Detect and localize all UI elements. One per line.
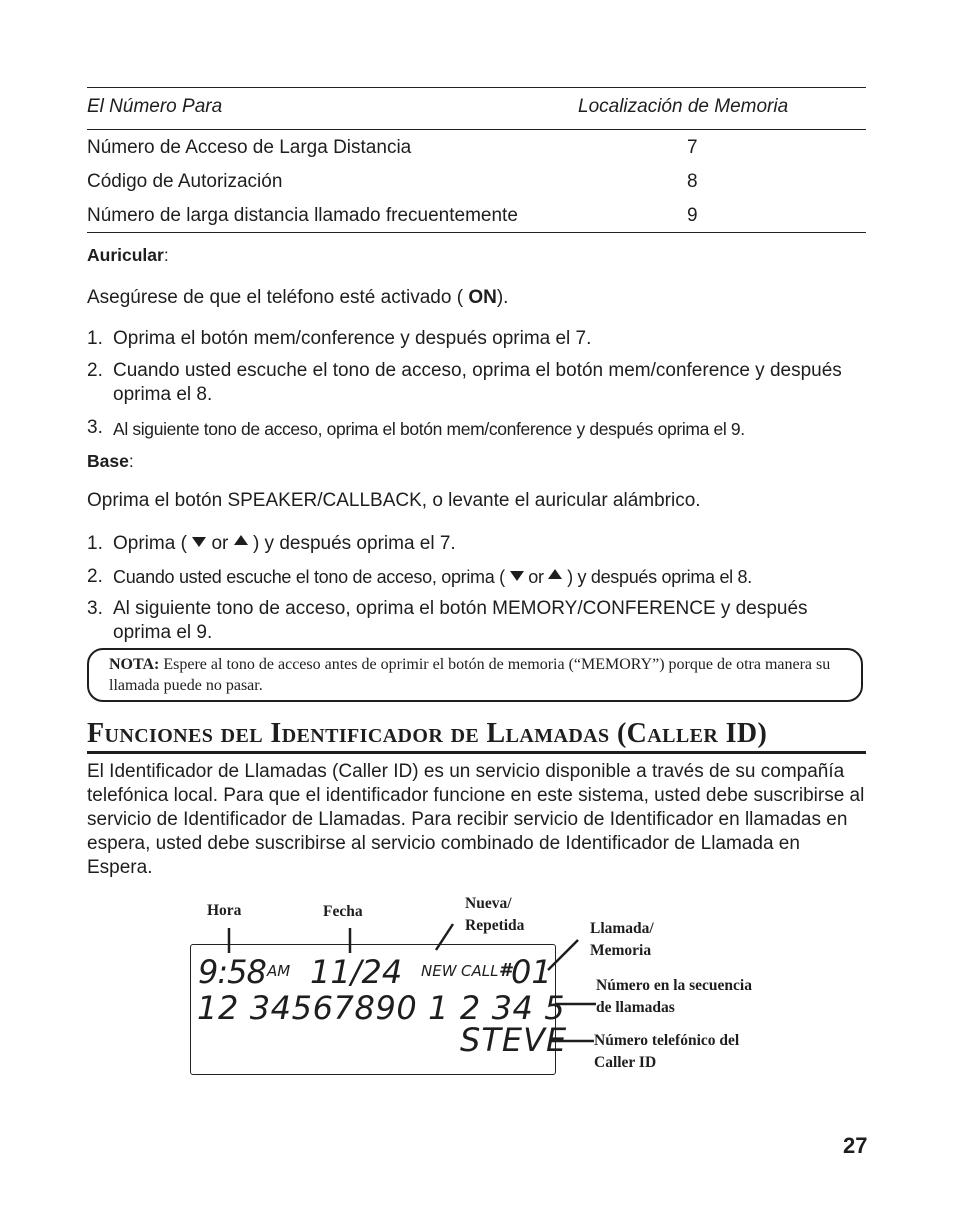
label-nueva-line2: Repetida [465,917,525,934]
display-name: STEVE [460,1021,568,1059]
list-item-number: 2. [87,360,103,381]
on-label: ON [468,287,497,308]
note-label: NOTA: [109,656,160,673]
label-fecha: Fecha [323,903,363,920]
list-item-text: Cuando usted escuche el tono de acceso, oprima el botón mem/conference y después oprima el 8. [113,360,842,405]
label-hora: Hora [207,902,242,919]
label-nueva [465,893,524,937]
auricular-intro-before: Asegúrese de que el teléfono esté activado ( [87,287,469,308]
table-row-label: Número de Acceso de Larga Distancia [87,137,412,158]
step-text-before: Cuando usted escuche el tono de acceso, oprima ( [113,567,505,587]
base-heading-text: Base [87,451,129,471]
table-header-number: El Número Para [87,96,223,117]
page-number: 27 [843,1133,868,1158]
label-telefonico-line2: Caller ID [594,1054,657,1071]
list-item-number: 2. [87,566,103,587]
list-item-text: Al siguiente tono de acceso, oprima el botón mem/conference y después oprima el 9. [113,419,745,439]
display-call-number: 01 [511,953,552,991]
base-heading-colon: : [128,451,134,471]
label-llamada-line1: Llamada/ [590,920,654,937]
or-text: or [211,533,229,554]
display-new: NEW [421,962,457,980]
label-llamada-line2: Memoria [590,942,652,959]
display-time: 9:58 [198,953,266,991]
table-row-value: 7 [687,137,698,158]
display-ampm: AM [267,962,291,980]
display-phone-number: 12 34567890 1 2 34 5 [197,989,566,1027]
table-row-label: Número de larga distancia llamado frecuentemente [87,205,518,226]
section-heading: Funciones del Identificador de Llamadas (Caller ID) [87,718,768,749]
list-item-text: Oprima el botón mem/conference y después oprima el 7. [113,328,592,349]
label-secuencia-line1: Número en la secuencia [596,977,752,994]
auricular-heading-text: Auricular [87,245,164,265]
display-hash: # [499,960,515,981]
step-text-after: ) y después oprima el 8. [567,567,752,587]
table-row-value: 8 [687,171,698,192]
label-secuencia-line2: de llamadas [596,999,675,1016]
llamada-pointer [548,940,578,970]
step-text-after: ) y después oprima el 7. [252,533,456,554]
list-item-number: 3. [87,417,103,438]
label-telefonico [594,1030,739,1074]
display-date: 11/24 [310,953,403,991]
label-nueva-line1: Nueva/ [465,895,512,912]
list-item-number: 1. [87,328,103,349]
step-text-before: Oprima ( [113,533,187,554]
base-intro: Oprima el botón SPEAKER/CALLBACK, o levante el auricular alámbrico. [87,490,701,511]
table-row-value: 9 [687,205,698,226]
list-item-number: 3. [87,598,103,619]
nueva-pointer [436,924,453,950]
label-telefonico-line1: Número telefónico del [594,1032,740,1049]
or-text: or [528,567,544,587]
note-body: Espere al tono de acceso antes de oprimir el botón de memoria (“MEMORY”) porque de otra manera su llamada puede no pasar. [109,656,831,694]
list-item-text: Al siguiente tono de acceso, oprima el botón MEMORY/CONFERENCE y después oprima el 9. [113,598,808,643]
table-header-memory: Localización de Memoria [578,96,789,117]
table-row-label: Código de Autorización [87,171,283,192]
auricular-heading-colon: : [163,245,169,265]
list-item-number: 1. [87,533,103,554]
auricular-intro-after: ). [496,287,509,308]
section-paragraph: El Identificador de Llamadas (Caller ID) es un servicio disponible a través de su compañía telefónica local. Para que el identificador funcione en este sistema, usted debe suscribirse al servicio de Identificador de Llamadas. Para recibir servicio de Identificador en llamadas en espera, usted debe suscribirse al servicio combinado de Identificador de Llamada en Espera. [87,761,865,878]
label-llamada [590,918,654,962]
label-secuencia [596,975,752,1019]
display-call: CALL [461,962,499,980]
